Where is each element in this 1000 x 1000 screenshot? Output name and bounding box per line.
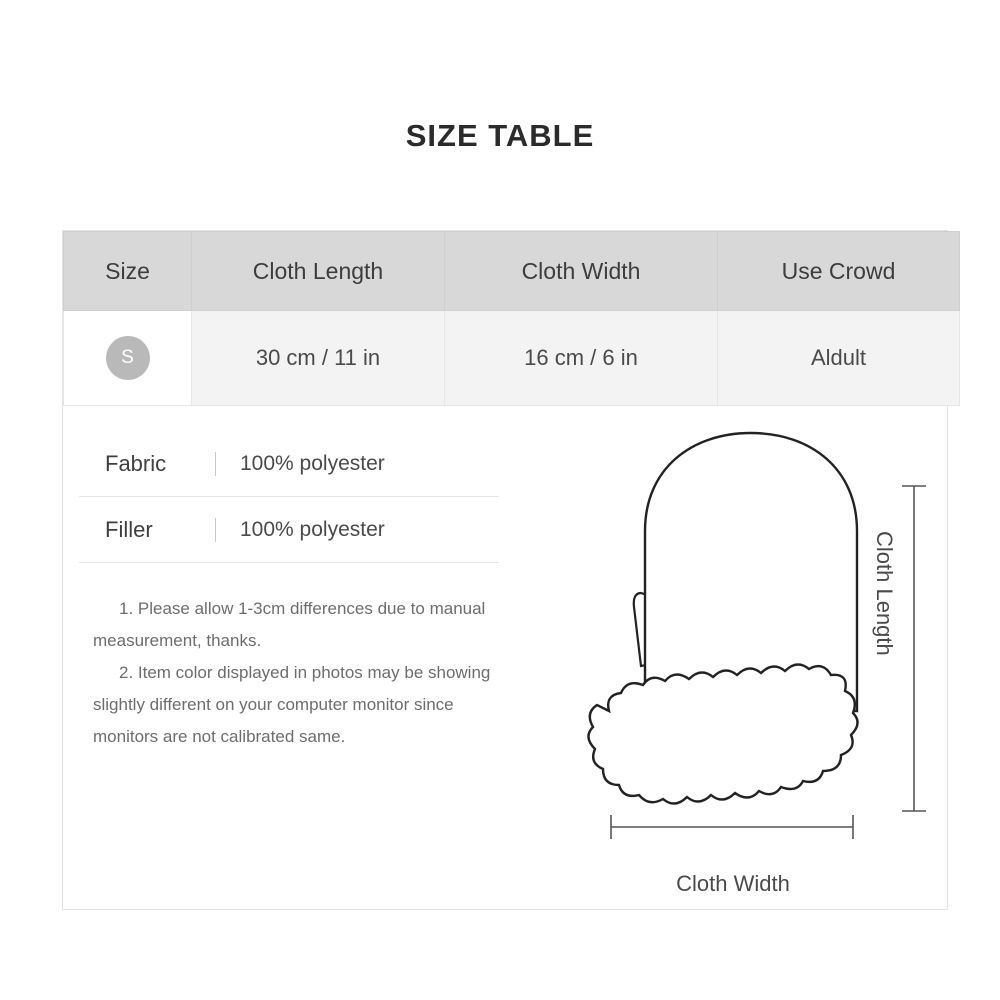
table-header <box>64 232 960 311</box>
diagram-label-cloth-width: Cloth Width <box>676 871 790 896</box>
cell-cloth-width: 16 cm / 6 in <box>445 311 718 406</box>
notes-block <box>79 593 513 753</box>
spec-label-fabric: Fabric <box>105 450 167 476</box>
spec-divider <box>215 518 216 542</box>
size-badge: S <box>106 336 150 380</box>
spec-value-fabric: 100% polyester <box>240 451 385 475</box>
spec-value-filler: 100% polyester <box>240 517 385 541</box>
spec-label-filler: Filler <box>105 516 153 542</box>
size-table <box>63 231 960 406</box>
table-body <box>64 311 960 406</box>
column-header-cloth-width: Cloth Width <box>445 232 718 311</box>
cell-cloth-length: 30 cm / 11 in <box>192 311 445 406</box>
column-header-cloth-length: Cloth Length <box>192 232 445 311</box>
diagram-label-cloth-length: Cloth Length <box>872 531 897 656</box>
note-item: 1. Please allow 1-3cm differences due to manual measurement, thanks. <box>93 599 486 650</box>
size-table-card <box>62 230 948 910</box>
table-row <box>64 311 960 406</box>
note-item: 2. Item color displayed in photos may be showing slightly different on your computer monitor since monitors are not calibrated same. <box>93 663 491 746</box>
spec-list <box>79 431 499 753</box>
column-header-size: Size <box>64 232 192 311</box>
page-title: SIZE TABLE <box>405 118 595 153</box>
fur-cuff-shape <box>588 664 857 803</box>
product-illustration <box>523 411 943 901</box>
cell-use-crowd: Aldult <box>718 311 960 406</box>
spec-row-fabric <box>79 431 499 497</box>
hat-diagram-svg <box>523 411 943 901</box>
spec-row-filler <box>79 497 499 563</box>
column-header-use-crowd: Use Crowd <box>718 232 960 311</box>
spec-divider <box>215 452 216 476</box>
table-header-row <box>64 232 960 311</box>
cell-size <box>64 311 192 406</box>
